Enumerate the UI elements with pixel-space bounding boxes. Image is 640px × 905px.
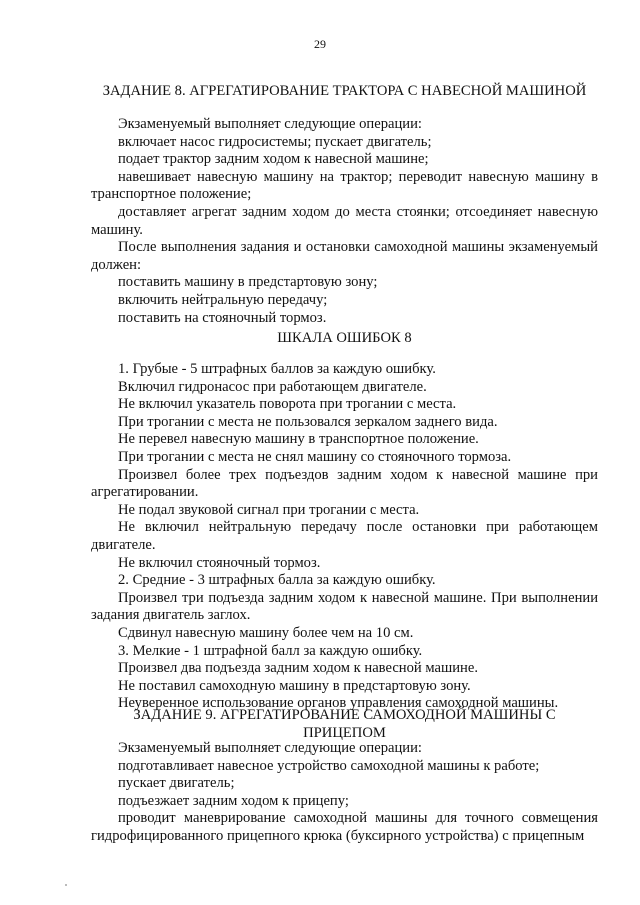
- task8-operations: [91, 116, 598, 327]
- task9-title: ЗАДАНИЕ 9. АГРЕГАТИРОВАНИЕ САМОХОДНОЙ МАШИНЫ С ПРИЦЕПОМ: [133, 707, 556, 741]
- scale8-heading-block: [91, 330, 598, 348]
- scale8-paragraph: 2. Средние - 3 штрафных балла за каждую ошибку.: [118, 572, 436, 589]
- task8-paragraph: доставляет агрегат задним ходом до места стоянки; отсоединяет навесную машину.: [91, 203, 598, 238]
- task9-operations: [91, 740, 598, 846]
- scale8-paragraph: Не подал звуковой сигнал при трогании с места.: [118, 501, 420, 518]
- task9-paragraph: проводит маневрирование самоходной машины для точного совмещения гидрофицированного прицепного крюка (буксирного устройства) с прицепным: [91, 810, 598, 844]
- task8-paragraph: поставить на стояночный тормоз.: [118, 309, 327, 326]
- task9-paragraph: подготавливает навесное устройство самоходной машины к работе;: [118, 757, 540, 774]
- task8-paragraph: включить нейтральную передачу;: [118, 291, 328, 308]
- scale8-paragraph: Не включил указатель поворота при трогании с места.: [118, 396, 457, 413]
- task8-paragraph: навешивает навесную машину на трактор; переводит навесную машину в транспортное положение;: [91, 168, 598, 203]
- task8-paragraph: подает трактор задним ходом к навесной машине;: [118, 151, 429, 168]
- scale8-errors: [91, 361, 598, 713]
- task9-paragraph: пускает двигатель;: [118, 775, 235, 792]
- task9-paragraph: подъезжает задним ходом к прицепу;: [118, 792, 349, 809]
- task8-paragraph: поставить машину в предстартовую зону;: [118, 274, 378, 291]
- task8-heading-block: [91, 83, 598, 101]
- task8-paragraph: Экзаменуемый выполняет следующие операции:: [118, 116, 422, 132]
- page-number: 29: [314, 37, 326, 51]
- scale8-title: ШКАЛА ОШИБОК 8: [277, 330, 412, 346]
- scale8-paragraph: 1. Грубые - 5 штрафных баллов за каждую ошибку.: [118, 361, 436, 377]
- scale8-paragraph: При трогании с места не пользовался зеркалом заднего вида.: [118, 413, 498, 430]
- scale8-paragraph: При трогании с места не снял машину со стояночного тормоза.: [118, 448, 512, 465]
- scale8-paragraph: Произвел два подъезда задним ходом к навесной машине.: [118, 660, 478, 677]
- scale8-paragraph: Не поставил самоходную машину в предстартовую зону.: [118, 677, 471, 694]
- scale8-paragraph: Сдвинул навесную машину более чем на 10 см.: [118, 624, 414, 641]
- scale8-paragraph: 3. Мелкие - 1 штрафной балл за каждую ошибку.: [118, 642, 423, 659]
- scale8-paragraph: Произвел три подъезда задним ходом к навесной машине. При выполнении задания двигатель заглох.: [91, 589, 598, 624]
- task9-heading-block: [91, 707, 598, 742]
- task8-paragraph: После выполнения задания и остановки самоходной машины экзаменуемый должен:: [91, 239, 598, 273]
- scale8-paragraph: Произвел более трех подъездов задним ходом к навесной машине при агрегатировании.: [91, 466, 598, 501]
- scale8-paragraph: Не включил стояночный тормоз.: [118, 554, 321, 571]
- scale8-paragraph: Включил гидронасос при работающем двигателе.: [118, 378, 427, 395]
- scan-speck: [65, 884, 67, 886]
- task9-paragraph: Экзаменуемый выполняет следующие операции:: [118, 740, 422, 756]
- task8-title: ЗАДАНИЕ 8. АГРЕГАТИРОВАНИЕ ТРАКТОРА С НАВЕСНОЙ МАШИНОЙ: [102, 83, 587, 99]
- scale8-paragraph: Не перевел навесную машину в транспортное положение.: [118, 431, 479, 448]
- task8-paragraph: включает насос гидросистемы; пускает двигатель;: [118, 133, 432, 150]
- scale8-paragraph: Неуверенное использование органов управления самоходной машины.: [118, 695, 559, 712]
- scale8-paragraph: Не включил нейтральную передачу после остановки при работающем двигателе.: [91, 519, 598, 553]
